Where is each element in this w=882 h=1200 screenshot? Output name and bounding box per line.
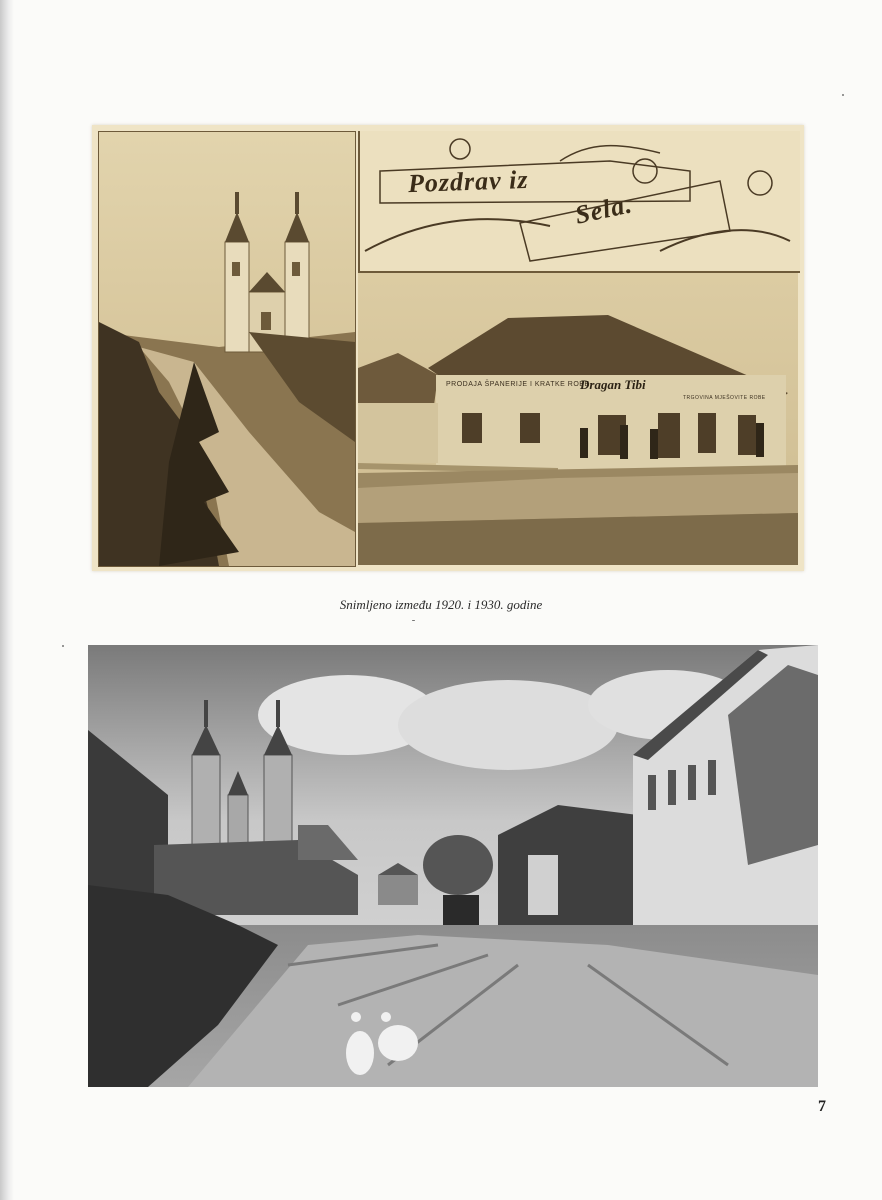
print-speck	[62, 645, 64, 647]
banner-line-2: Sela.	[572, 189, 636, 230]
shop-sign-left: PRODAJA ŠPANERIJE I KRATKE ROBE	[446, 381, 590, 388]
print-speck	[842, 94, 844, 96]
photo-caption: Snimljeno između 1920. i 1930. godine	[339, 597, 543, 612]
postcard-image	[92, 125, 804, 571]
shop-sign-right: TRGOVINA MJEŠOVITE ROBE	[683, 395, 766, 401]
shop-photo	[358, 273, 798, 565]
greeting-banner	[358, 131, 800, 273]
banner-line-1: Pozdrav iz	[407, 164, 529, 199]
church-photo	[98, 131, 356, 567]
village-street-photo	[88, 645, 818, 1087]
print-speck	[412, 620, 415, 621]
page-number: 7	[818, 1098, 826, 1115]
shop-owner-name: Dragan Tibi	[580, 377, 646, 392]
